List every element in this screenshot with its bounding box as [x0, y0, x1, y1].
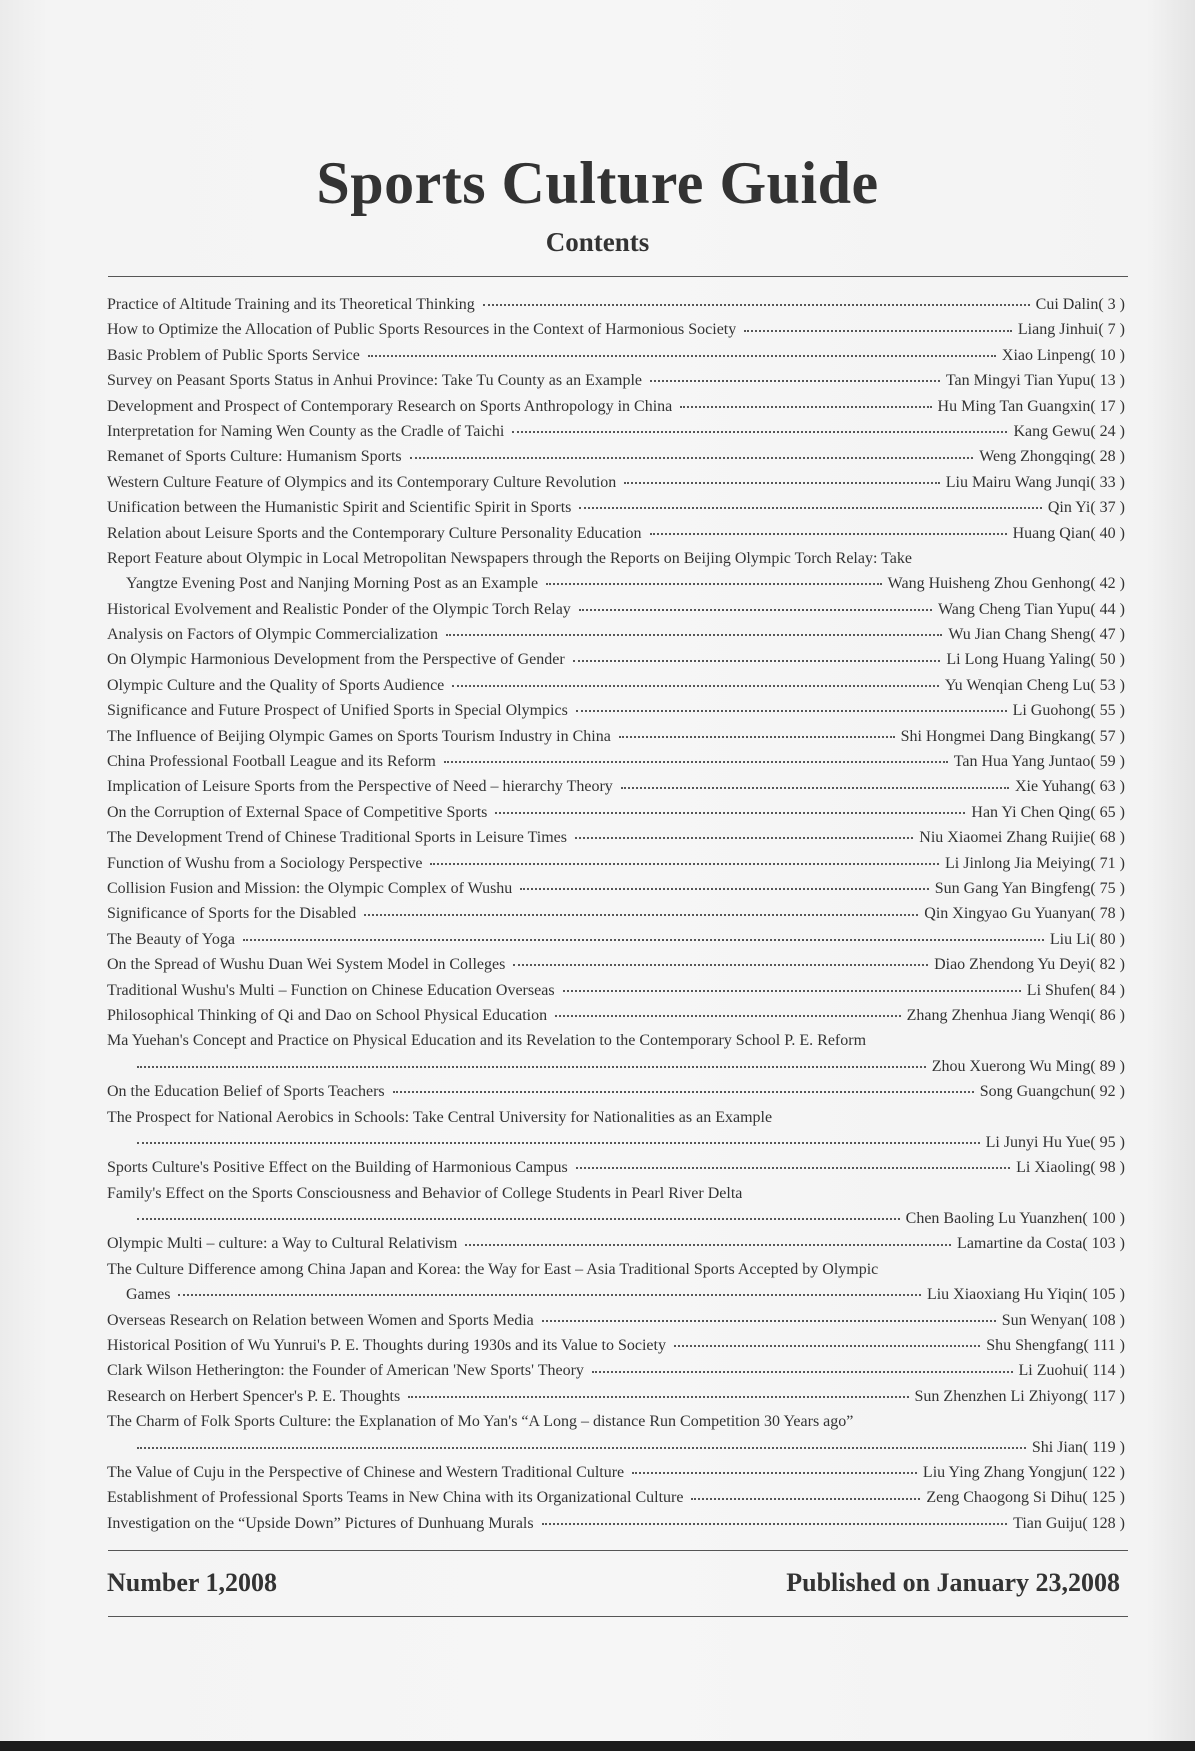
dot-leader	[563, 989, 1021, 992]
journal-title: Sports Culture Guide	[316, 150, 879, 216]
toc-entry[interactable]	[107, 1485, 1125, 1510]
toc-entry-authors-page: Liu Ying Zhang Yongjun( 122 )	[922, 1463, 1125, 1481]
toc-entry-authors-page: Hu Ming Tan Guangxin( 17 )	[937, 397, 1125, 415]
toc-entry[interactable]	[107, 546, 1125, 597]
dot-leader	[621, 786, 1009, 789]
toc-entry[interactable]	[107, 1028, 1125, 1079]
toc-entry-authors-page: Li Long Huang Yaling( 50 )	[946, 651, 1125, 669]
toc-entry[interactable]	[107, 419, 1125, 444]
toc-entry-title: Report Feature about Olympic in Local Metropolitan Newspapers through the Reports on Beijing Olympic Torch Relay: Take	[107, 549, 912, 567]
toc-entry-authors-page: Tan Mingyi Tian Yupu( 13 )	[945, 372, 1125, 390]
dot-leader	[410, 456, 974, 459]
toc-entry-title: Historical Position of Wu Yunrui's P. E. Thoughts during 1930s and its Value to Society	[107, 1337, 666, 1355]
dot-leader	[430, 862, 939, 865]
toc-entry-title: Function of Wushu from a Sociology Perspective	[107, 854, 423, 872]
toc-entry[interactable]	[107, 1384, 1125, 1409]
toc-entry-title: Investigation on the “Upside Down” Pictures of Dunhuang Murals	[107, 1514, 534, 1532]
toc-entry[interactable]	[107, 774, 1125, 799]
toc-entry[interactable]	[107, 292, 1125, 317]
toc-entry-title: The Culture Difference among China Japan and Korea: the Way for East – Asia Traditional Sports Accepted by Olympic	[107, 1260, 879, 1278]
toc-entry-title: Clark Wilson Hetherington: the Founder of American 'New Sports' Theory	[107, 1362, 584, 1380]
toc-entry-authors-page: Kang Gewu( 24 )	[1013, 422, 1125, 440]
toc-entry-authors-page: Weng Zhongqing( 28 )	[979, 448, 1125, 466]
toc-entry-authors-page: Tian Guiju( 128 )	[1013, 1514, 1125, 1532]
dot-leader	[408, 1395, 908, 1398]
toc-entry-authors-page: Li Jinlong Jia Meiying( 71 )	[945, 854, 1125, 872]
dot-leader	[495, 811, 965, 814]
toc-entry[interactable]	[107, 1181, 1125, 1232]
dot-leader	[691, 1497, 920, 1500]
dot-leader	[542, 1319, 996, 1322]
dot-leader	[137, 1141, 980, 1144]
top-rule	[108, 276, 1128, 277]
toc-entry[interactable]	[107, 1460, 1125, 1485]
dot-leader	[555, 1014, 901, 1017]
toc-entry-authors-page: Zhou Xuerong Wu Ming( 89 )	[931, 1057, 1125, 1075]
toc-entry[interactable]	[107, 1409, 1125, 1460]
toc-entry-authors-page: Chen Baoling Lu Yuanzhen( 100 )	[905, 1210, 1125, 1228]
toc-entry-title: On the Spread of Wushu Duan Wei System Model in Colleges	[107, 956, 506, 974]
toc-entry[interactable]	[107, 1308, 1125, 1333]
toc-entry[interactable]	[107, 825, 1125, 850]
toc-entry-title: On Olympic Harmonious Development from the Perspective of Gender	[107, 651, 565, 669]
toc-entry-authors-page: Shi Hongmei Dang Bingkang( 57 )	[900, 727, 1125, 745]
toc-entry[interactable]	[107, 673, 1125, 698]
toc-entry-title: Establishment of Professional Sports Teams in New China with its Organizational Culture	[107, 1489, 684, 1507]
dot-leader	[465, 1243, 951, 1246]
toc-entry-authors-page: Liu Li( 80 )	[1049, 930, 1125, 948]
toc-entry-authors-page: Li Guohong( 55 )	[1012, 702, 1125, 720]
dot-leader	[137, 1065, 926, 1068]
toc-entry-authors-page: Diao Zhendong Yu Deyi( 82 )	[934, 956, 1125, 974]
toc-entry[interactable]	[107, 394, 1125, 419]
footer-bottom-rule	[108, 1616, 1128, 1617]
toc-entry-title: Significance and Future Prospect of Unified Sports in Special Olympics	[107, 702, 568, 720]
toc-entry-authors-page: Tan Hua Yang Juntao( 59 )	[953, 753, 1125, 771]
dot-leader	[520, 887, 928, 890]
toc-entry[interactable]	[107, 495, 1125, 520]
dot-leader	[619, 735, 895, 738]
dot-leader	[446, 633, 942, 636]
toc-entry-title: Interpretation for Naming Wen County as the Cradle of Taichi	[107, 422, 505, 440]
dot-leader	[576, 709, 1007, 712]
toc-entry-authors-page: Li Zuohui( 114 )	[1018, 1362, 1125, 1380]
dot-leader	[178, 1293, 921, 1296]
dot-leader	[650, 379, 940, 382]
toc-entry-authors-page: Liang Jinhui( 7 )	[1017, 321, 1125, 339]
dot-leader	[452, 684, 939, 687]
toc-entry[interactable]	[107, 876, 1125, 901]
toc-entry-title: Basic Problem of Public Sports Service	[107, 346, 360, 364]
toc-entry-title: The Influence of Beijing Olympic Games on Sports Tourism Industry in China	[107, 727, 611, 745]
toc-entry-title: Overseas Research on Relation between Women and Sports Media	[107, 1311, 534, 1329]
toc-entry[interactable]	[107, 317, 1125, 342]
toc-entry-authors-page: Wang Cheng Tian Yupu( 44 )	[937, 600, 1125, 618]
toc-entry[interactable]	[107, 1333, 1125, 1358]
dot-leader	[368, 354, 996, 357]
toc-entry-title: How to Optimize the Allocation of Public Sports Resources in the Context of Harmonious Society	[107, 321, 737, 339]
dot-leader	[542, 1522, 1008, 1525]
toc-entry-authors-page: Li Shufen( 84 )	[1026, 981, 1125, 999]
toc-entry-authors-page: Sun Wenyan( 108 )	[1001, 1311, 1125, 1329]
toc-entry-title: The Beauty of Yoga	[107, 930, 235, 948]
dot-leader	[575, 836, 913, 839]
toc-entry-authors-page: Yu Wenqian Cheng Lu( 53 )	[944, 676, 1125, 694]
toc-entry-title-continuation: Yangtze Evening Post and Nanjing Morning Post as an Example	[126, 575, 539, 593]
dot-leader	[243, 938, 1044, 941]
toc-entry[interactable]	[107, 622, 1125, 647]
dot-leader	[137, 1217, 900, 1220]
toc-entry-title: Collision Fusion and Mission: the Olympic Complex of Wushu	[107, 879, 513, 897]
toc-entry-title: Analysis on Factors of Olympic Commercialization	[107, 626, 439, 644]
toc-entry-authors-page: Wang Huisheng Zhou Genhong( 42 )	[887, 575, 1125, 593]
toc-entry[interactable]	[107, 1231, 1125, 1256]
toc-entry-title: Remanet of Sports Culture: Humanism Sports	[107, 448, 402, 466]
toc-entry-authors-page: Liu Xiaoxiang Hu Yiqin( 105 )	[926, 1286, 1125, 1304]
footer-top-rule	[108, 1550, 1128, 1551]
toc-entry[interactable]	[107, 724, 1125, 749]
toc-entry-title: Sports Culture's Positive Effect on the Building of Harmonious Campus	[107, 1159, 568, 1177]
toc-entry[interactable]	[107, 927, 1125, 952]
toc-entry[interactable]	[107, 749, 1125, 774]
toc-entry-title: The Charm of Folk Sports Culture: the Explanation of Mo Yan's “A Long – distance Run Competition 30 Years ago”	[107, 1413, 854, 1431]
toc-entry-title: Development and Prospect of Contemporary Research on Sports Anthropology in China	[107, 397, 673, 415]
toc-entry-authors-page: Xie Yuhang( 63 )	[1014, 778, 1125, 796]
toc-entry-authors-page: Shi Jian( 119 )	[1031, 1438, 1125, 1456]
dot-leader	[650, 532, 1007, 535]
toc-entry[interactable]	[107, 1511, 1125, 1536]
dot-leader	[624, 481, 939, 484]
toc-entry-authors-page: Han Yi Chen Qing( 65 )	[971, 803, 1125, 821]
toc-entry-title: Research on Herbert Spencer's P. E. Thoughts	[107, 1387, 401, 1405]
toc-entry-title: Historical Evolvement and Realistic Ponder of the Olympic Torch Relay	[107, 600, 571, 618]
dot-leader	[592, 1370, 1013, 1373]
toc-entry-authors-page: Qin Yi( 37 )	[1047, 499, 1125, 517]
toc-entry-title: The Value of Cuju in the Perspective of Chinese and Western Traditional Culture	[107, 1463, 625, 1481]
toc-entry-authors-page: Huang Qian( 40 )	[1012, 524, 1125, 542]
toc-entry-title: On the Corruption of External Space of Competitive Sports	[107, 803, 488, 821]
toc-entry-title: Olympic Culture and the Quality of Sports Audience	[107, 676, 445, 694]
toc-entry-title: Significance of Sports for the Disabled	[107, 905, 357, 923]
toc-entry-authors-page: Cui Dalin( 3 )	[1035, 296, 1125, 313]
toc-entry[interactable]	[107, 1257, 1125, 1308]
toc-entry[interactable]	[107, 597, 1125, 622]
toc-entry-title: The Prospect for National Aerobics in Schools: Take Central University for Nationalities as an Example	[107, 1108, 773, 1126]
dot-leader	[744, 329, 1012, 332]
dot-leader	[137, 1446, 1026, 1449]
toc-entry[interactable]	[107, 444, 1125, 469]
dot-leader	[674, 1344, 980, 1347]
toc-entry-title: Relation about Leisure Sports and the Contemporary Culture Personality Education	[107, 524, 642, 542]
toc-entry-title: Practice of Altitude Training and its Theoretical Thinking	[107, 296, 475, 313]
toc-entry[interactable]	[107, 800, 1125, 825]
dot-leader	[546, 582, 882, 585]
toc-entry-authors-page: Sun Zhenzhen Li Zhiyong( 117 )	[914, 1387, 1125, 1405]
table-of-contents	[107, 292, 1125, 1536]
toc-entry-authors-page: Zhang Zhenhua Jiang Wenqi( 86 )	[906, 1006, 1125, 1024]
toc-entry[interactable]	[107, 851, 1125, 876]
toc-entry-authors-page: Li Xiaoling( 98 )	[1016, 1159, 1125, 1177]
toc-entry[interactable]	[107, 521, 1125, 546]
toc-entry-title: The Development Trend of Chinese Traditional Sports in Leisure Times	[107, 829, 567, 847]
toc-entry-title: China Professional Football League and its Reform	[107, 753, 436, 771]
dot-leader	[513, 963, 928, 966]
dot-leader	[364, 913, 918, 916]
toc-entry-title: Traditional Wushu's Multi – Function on Chinese Education Overseas	[107, 981, 555, 999]
toc-entry[interactable]	[107, 343, 1125, 368]
toc-entry[interactable]	[107, 1105, 1125, 1156]
toc-entry-authors-page: Zeng Chaogong Si Dihu( 125 )	[926, 1489, 1125, 1507]
toc-entry[interactable]	[107, 698, 1125, 723]
toc-entry-authors-page: Shu Shengfang( 111 )	[986, 1337, 1125, 1355]
dot-leader	[579, 506, 1041, 509]
toc-entry-authors-page: Liu Mairu Wang Junqi( 33 )	[945, 473, 1125, 491]
toc-entry-title: Survey on Peasant Sports Status in Anhui Province: Take Tu County as an Example	[107, 372, 643, 390]
contents-heading: Contents	[545, 227, 650, 257]
toc-entry[interactable]	[107, 1155, 1125, 1180]
toc-entry[interactable]	[107, 952, 1125, 977]
toc-entry-authors-page: Xiao Linpeng( 10 )	[1001, 346, 1125, 364]
publication-date: Published on January 23,2008	[786, 1568, 1120, 1597]
toc-entry-title: Family's Effect on the Sports Consciousness and Behavior of College Students in Pearl River Delta	[107, 1184, 743, 1202]
toc-entry[interactable]	[107, 1003, 1125, 1028]
toc-entry-title: Unification between the Humanistic Spirit and Scientific Spirit in Sports	[107, 499, 572, 517]
dot-leader	[444, 760, 948, 763]
toc-entry[interactable]	[107, 1079, 1125, 1104]
toc-entry-authors-page: Qin Xingyao Gu Yuanyan( 78 )	[924, 905, 1125, 923]
dot-leader	[680, 405, 931, 408]
dot-leader	[632, 1471, 917, 1474]
toc-entry-title: On the Education Belief of Sports Teachers	[107, 1083, 385, 1101]
toc-entry[interactable]	[107, 978, 1125, 1003]
toc-entry-authors-page: Song Guangchun( 92 )	[979, 1083, 1125, 1101]
toc-entry-title: Philosophical Thinking of Qi and Dao on School Physical Education	[107, 1006, 548, 1024]
page-bottom-edge	[0, 1741, 1195, 1751]
dot-leader	[393, 1090, 974, 1093]
toc-entry[interactable]	[107, 647, 1125, 672]
dot-leader	[483, 303, 1030, 306]
toc-entry-title: Ma Yuehan's Concept and Practice on Physical Education and its Revelation to the Contemporary School P. E. Reform	[107, 1032, 867, 1050]
toc-entry[interactable]	[107, 368, 1125, 393]
toc-entry-title: Western Culture Feature of Olympics and its Contemporary Culture Revolution	[107, 473, 617, 491]
issue-number: Number 1,2008	[107, 1568, 277, 1597]
dot-leader	[573, 659, 941, 662]
toc-entry-title: Implication of Leisure Sports from the Perspective of Need – hierarchy Theory	[107, 778, 613, 796]
toc-entry-authors-page: Wu Jian Chang Sheng( 47 )	[948, 626, 1125, 644]
toc-entry-authors-page: Sun Gang Yan Bingfeng( 75 )	[934, 879, 1125, 897]
toc-entry[interactable]	[107, 470, 1125, 495]
toc-entry-authors-page: Lamartine da Costa( 103 )	[957, 1235, 1125, 1253]
toc-entry-authors-page: Li Junyi Hu Yue( 95 )	[985, 1133, 1125, 1151]
toc-entry-title-continuation: Games	[126, 1286, 171, 1304]
toc-entry[interactable]	[107, 1358, 1125, 1383]
dot-leader	[576, 1166, 1010, 1169]
toc-entry-authors-page: Niu Xiaomei Zhang Ruijie( 68 )	[919, 829, 1125, 847]
dot-leader	[579, 608, 932, 611]
dot-leader	[512, 430, 1007, 433]
toc-entry-title: Olympic Multi – culture: a Way to Cultural Relativism	[107, 1235, 458, 1253]
toc-entry[interactable]	[107, 901, 1125, 926]
